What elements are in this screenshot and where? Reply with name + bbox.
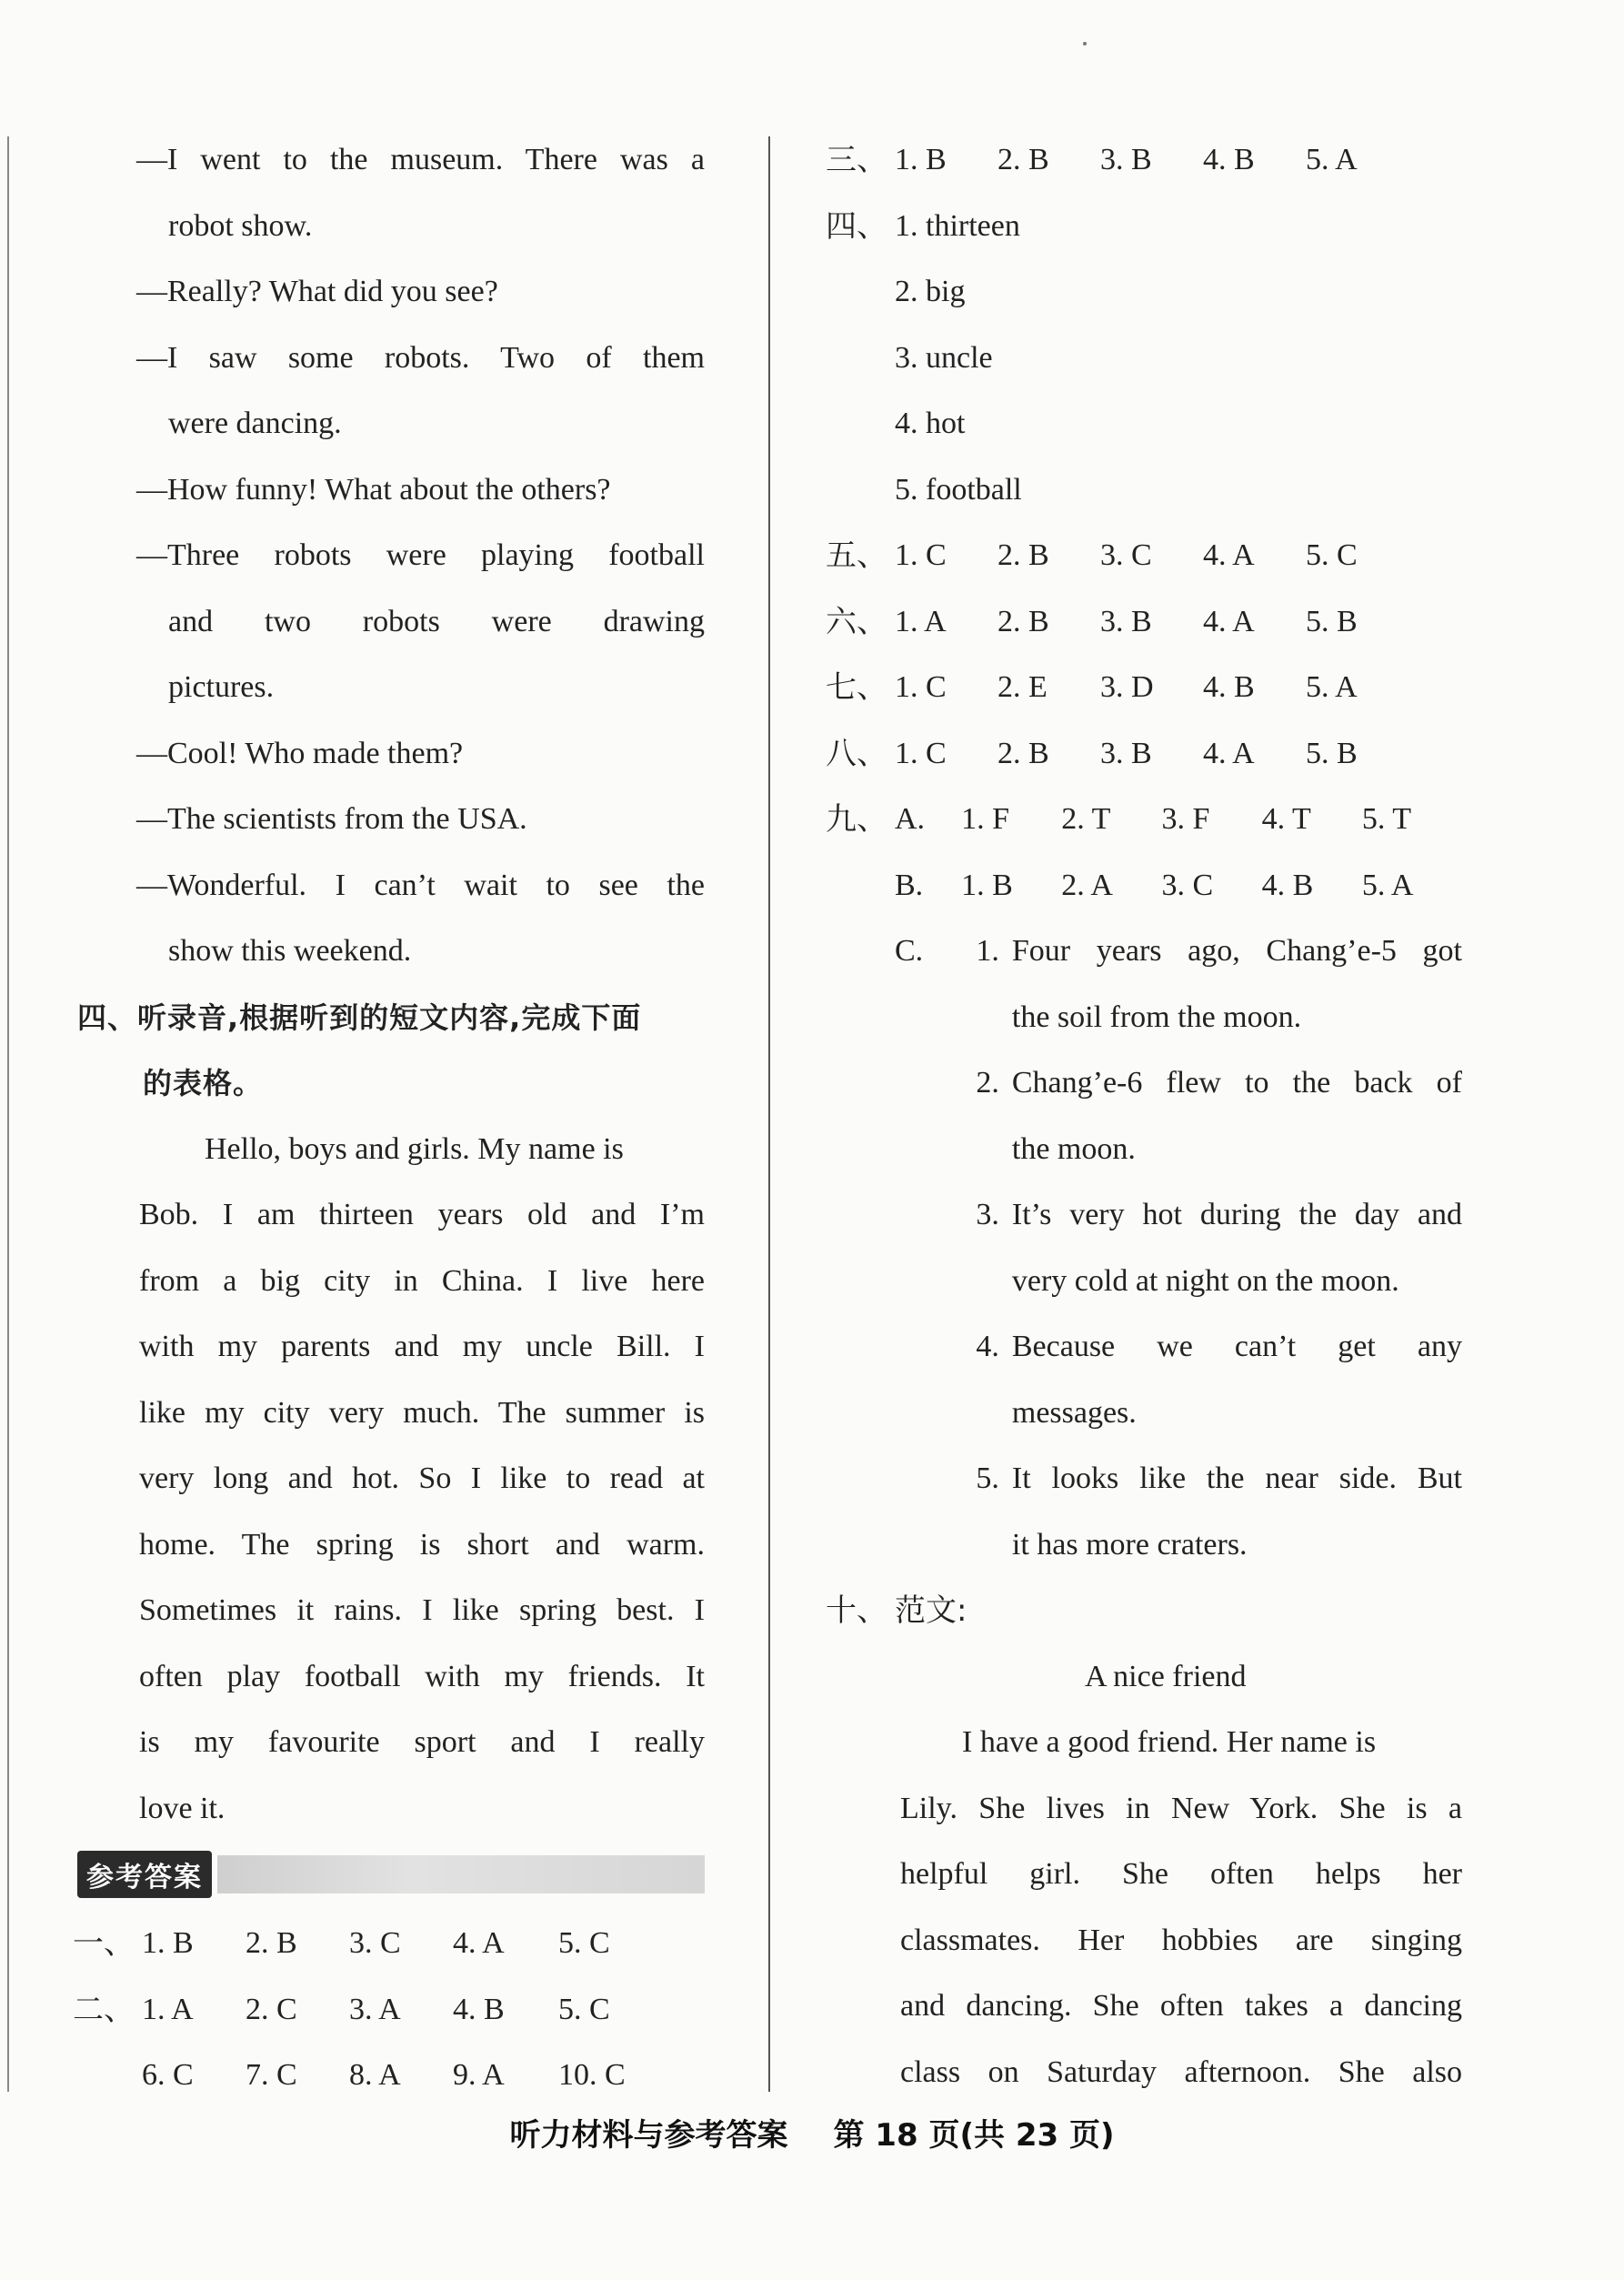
- answer-items: [895, 655, 1408, 721]
- answer-section-number: [826, 326, 895, 392]
- answer-c-item: [826, 1446, 1462, 1512]
- essay-title: A nice friend: [1085, 1659, 1247, 1693]
- answer-section-number: 十、: [826, 1592, 887, 1629]
- section-4-title-line1: 四、听录音,根据听到的短文内容,完成下面: [77, 999, 642, 1035]
- answer-item: 4. A: [1203, 604, 1255, 638]
- answer-row: [826, 655, 1462, 721]
- sub-label-c: [895, 985, 948, 1051]
- answer-item: 4. B: [1261, 868, 1314, 902]
- answer-item: 6. C: [142, 2058, 194, 2092]
- answer-items: [142, 2043, 662, 2109]
- c-item-number: 1.: [976, 934, 999, 968]
- passage-line: home. The spring is short and warm.: [139, 1527, 705, 1562]
- c-item-text: Chang’e-6 flew to the back of: [1011, 1066, 1462, 1100]
- c-item-text: messages.: [1011, 1395, 1137, 1430]
- passage-line: often play football with my friends. It: [139, 1659, 705, 1693]
- passage-line: is my favourite sport and I really: [139, 1725, 705, 1759]
- answer-item: 5. T: [1361, 802, 1411, 836]
- answer-item: 1. C: [895, 538, 947, 572]
- c-item-number: [948, 1381, 1011, 1447]
- passage-line: Bob. I am thirteen years old and I’m: [139, 1198, 705, 1231]
- dialogue-line-cont: robot show.: [168, 208, 313, 243]
- answer-c-item-cont: [826, 1512, 1462, 1579]
- dialogue-line-cont: show this weekend.: [168, 934, 412, 968]
- answer-section-number: [826, 1050, 895, 1117]
- essay-line: class on Saturday afternoon. She also: [900, 2054, 1462, 2089]
- c-item-text: the moon.: [1011, 1131, 1136, 1166]
- answer-row: [826, 589, 1462, 656]
- answer-header-bar: [217, 1855, 705, 1893]
- answer-item: 1. C: [895, 670, 947, 704]
- answer-row-4-item: [826, 194, 1462, 260]
- answer-item: 1. B: [895, 143, 947, 176]
- answer-item: 5. B: [1306, 736, 1358, 770]
- answer-item: 3. B: [1100, 736, 1152, 770]
- sample-essay-label: 范文:: [895, 1592, 967, 1629]
- sub-label-c: [895, 1314, 948, 1381]
- answer-item: 4. A: [1203, 538, 1255, 572]
- dialogue-line: —Cool! Who made them?: [136, 736, 464, 770]
- answer-header: [77, 1847, 705, 1902]
- c-item-number: [948, 985, 1011, 1051]
- sub-label-c: [895, 1381, 948, 1447]
- answer-c-item: [826, 1182, 1462, 1249]
- answer-item: 3. B: [1100, 604, 1152, 638]
- answer-item: 2. C: [246, 1992, 297, 2026]
- answer-row-4-item: [826, 457, 1462, 524]
- answer-item: 2. B: [246, 1926, 297, 1960]
- sub-label-c: [895, 1182, 948, 1249]
- answer-item: 5. A: [1306, 143, 1358, 176]
- answer-section-number: [826, 259, 895, 326]
- answer-item: 8. A: [349, 2058, 401, 2092]
- sub-label-c: [895, 1446, 948, 1512]
- answer-items: [895, 721, 1408, 788]
- answer-item: 2. T: [1061, 802, 1111, 836]
- answer-items: [142, 1911, 662, 1977]
- answer-section-number: [826, 985, 895, 1051]
- answer-row-4-item: [826, 391, 1462, 457]
- sub-label-a: A.: [895, 802, 926, 836]
- answer-item: 9. A: [453, 2058, 505, 2092]
- passage-line: Sometimes it rains. I like spring best. I: [139, 1593, 705, 1627]
- c-item-number: [948, 1512, 1011, 1579]
- answer-c-item-cont: [826, 1117, 1462, 1183]
- answer-item: 3. uncle: [895, 340, 993, 375]
- answer-item: 1. A: [142, 1992, 194, 2026]
- answer-c-item-cont: [826, 1249, 1462, 1315]
- answer-item: 4. hot: [895, 407, 966, 440]
- answer-section-number: 五、: [826, 537, 887, 574]
- answer-item: 4. B: [453, 1992, 505, 2026]
- answer-item: 7. C: [246, 2058, 297, 2092]
- c-item-text: it has more craters.: [1011, 1527, 1248, 1562]
- answer-item: 2. B: [997, 143, 1049, 176]
- answer-item: 5. B: [1306, 604, 1358, 638]
- answers-left: [73, 1911, 705, 2109]
- answer-item: 3. C: [1161, 868, 1214, 902]
- c-item-number: 3.: [976, 1198, 999, 1231]
- answer-item: 4. A: [453, 1926, 505, 1960]
- passage-line: Hello, boys and girls. My name is: [205, 1131, 624, 1166]
- dialogue-line: —The scientists from the USA.: [136, 802, 527, 836]
- essay-line: and dancing. She often takes a dancing: [900, 1989, 1462, 2023]
- dialogue-line: —I saw some robots. Two of them: [136, 340, 705, 375]
- answer-row-9b: [826, 853, 1462, 919]
- answer-items: [895, 523, 1408, 589]
- sub-label-c: [895, 1117, 948, 1183]
- answer-badge: 参考答案: [77, 1851, 212, 1898]
- c-item-number: 5.: [976, 1461, 999, 1495]
- dialogue-line-cont: pictures.: [168, 670, 275, 704]
- answer-section-number: 九、: [826, 801, 887, 838]
- answer-c-item: [826, 1050, 1462, 1117]
- page-footer: [0, 2110, 1624, 2154]
- answer-section-number: [826, 391, 895, 457]
- answer-item: 4. B: [1203, 143, 1255, 176]
- answer-section-number: [826, 1381, 895, 1447]
- answer-section-number: [826, 1249, 895, 1315]
- answer-section-number: 四、: [826, 207, 887, 245]
- answers-right: [826, 127, 1462, 2105]
- answer-c-item: [826, 919, 1462, 985]
- answer-section-number: 七、: [826, 669, 887, 706]
- answer-section-number: [826, 1117, 895, 1183]
- c-item-number: [948, 1117, 1011, 1183]
- section-4-title-cont: [77, 1050, 705, 1117]
- answer-item: 1. F: [961, 802, 1010, 836]
- dialogue-line: —How funny! What about the others?: [136, 472, 611, 507]
- passage-line: with my parents and my uncle Bill. I: [139, 1330, 705, 1363]
- essay-line: classmates. Her hobbies are singing: [900, 1923, 1462, 1957]
- section-4-title: [77, 985, 705, 1051]
- scan-dot: [1083, 42, 1087, 45]
- dialogue-line: —I went to the museum. There was a: [136, 143, 705, 176]
- sub-label-c: [895, 1249, 948, 1315]
- dialogue-block: [77, 127, 705, 985]
- answer-item: 4. B: [1203, 670, 1255, 704]
- dialogue-line: —Really? What did you see?: [136, 275, 498, 308]
- passage-line: like my city very much. The summer is: [139, 1395, 705, 1430]
- answer-item: 5. A: [1361, 868, 1414, 902]
- answer-section-number: [826, 919, 895, 985]
- answer-item: 1. C: [895, 736, 947, 770]
- answer-section-number: 三、: [826, 142, 887, 178]
- answer-item: 5. A: [1306, 670, 1358, 704]
- answer-item: 2. big: [895, 275, 966, 308]
- answer-items: [142, 1977, 662, 2044]
- answer-item: 3. C: [349, 1926, 401, 1960]
- passage-line: very long and hot. So I like to read at: [139, 1461, 705, 1495]
- answer-section-number: [826, 1182, 895, 1249]
- answer-item: 3. D: [1100, 670, 1154, 704]
- sub-label-c: [895, 1050, 948, 1117]
- left-margin-line: [7, 136, 9, 2092]
- c-item-number: [948, 1249, 1011, 1315]
- answer-items: [895, 127, 1408, 194]
- answer-item: 4. T: [1261, 802, 1311, 836]
- answer-item: 5. C: [558, 1926, 610, 1960]
- c-item-text: It’s very hot during the day and: [1011, 1198, 1462, 1231]
- answer-row: [73, 1977, 705, 2044]
- essay-line: I have a good friend. Her name is: [962, 1725, 1377, 1759]
- listening-passage: [77, 1117, 705, 1843]
- answer-section-number: 六、: [826, 603, 887, 640]
- essay-line: helpful girl. She often helps her: [900, 1857, 1462, 1891]
- answer-section-number: 八、: [826, 735, 887, 772]
- answer-item: 2. A: [1061, 868, 1113, 902]
- answer-row: [73, 1911, 705, 1977]
- left-column: [73, 127, 705, 2109]
- answer-items: [895, 589, 1408, 656]
- answer-item: 3. F: [1161, 802, 1210, 836]
- dialogue-line: —Three robots were playing football: [136, 538, 705, 572]
- answer-c-item: [826, 1314, 1462, 1381]
- page-number: 第 18 页(共 23 页): [833, 2117, 1115, 2154]
- answer-section-number: [826, 1446, 895, 1512]
- answer-c-item-cont: [826, 985, 1462, 1051]
- answer-item: 1. thirteen: [895, 208, 1020, 243]
- answer-item: 5. football: [895, 472, 1022, 507]
- answer-item: 1. A: [895, 604, 947, 638]
- answer-item: 2. B: [997, 736, 1049, 770]
- answer-item: 1. B: [142, 1926, 194, 1960]
- answer-item: 2. B: [997, 604, 1049, 638]
- answer-row-4-item: [826, 326, 1462, 392]
- sub-label-c: [895, 1512, 948, 1579]
- answer-item: 3. C: [1100, 538, 1152, 572]
- answer-section-number: [826, 1314, 895, 1381]
- c-item-text: Four years ago, Chang’e-5 got: [1011, 934, 1462, 968]
- answer-row: [73, 2043, 705, 2109]
- sub-label-b: B.: [895, 868, 924, 902]
- right-column: [826, 127, 1462, 2105]
- answer-item: 2. E: [997, 670, 1048, 704]
- answer-row-10: [826, 1578, 1462, 1644]
- dialogue-line-cont: were dancing.: [168, 407, 342, 440]
- answer-item: 4. A: [1203, 736, 1255, 770]
- answer-item: 5. C: [1306, 538, 1358, 572]
- answer-row-9a: [826, 787, 1462, 853]
- c-item-number: 2.: [976, 1066, 999, 1100]
- answer-item: 10. C: [558, 2058, 626, 2092]
- answer-row: [826, 721, 1462, 788]
- answer-item: 1. B: [961, 868, 1013, 902]
- answer-item: 3. B: [1100, 143, 1152, 176]
- answer-section-number: [73, 2043, 142, 2109]
- answer-c-item-cont: [826, 1381, 1462, 1447]
- c-item-number: 4.: [976, 1330, 999, 1363]
- answer-row-3: [826, 127, 1462, 194]
- dialogue-line-cont: and two robots were drawing: [168, 604, 705, 638]
- footer-title: 听力材料与参考答案: [509, 2117, 788, 2154]
- essay-line: Lily. She lives in New York. She is a: [900, 1791, 1462, 1825]
- c-item-text: the soil from the moon.: [1011, 999, 1302, 1034]
- passage-line: love it.: [139, 1791, 226, 1825]
- answer-section-number: [826, 457, 895, 524]
- section-4-title-line2: 的表格。: [143, 1066, 264, 1100]
- answer-row: [826, 523, 1462, 589]
- answer-row-4-item: [826, 259, 1462, 326]
- dialogue-line: —Wonderful. I can’t wait to see the: [136, 868, 705, 902]
- c-item-text: very cold at night on the moon.: [1011, 1263, 1399, 1298]
- column-divider: [768, 136, 770, 2092]
- passage-line: from a big city in China. I live here: [139, 1263, 705, 1298]
- answer-item: 3. A: [349, 1992, 401, 2026]
- answer-section-number: 二、: [73, 1991, 135, 2028]
- c-item-text: It looks like the near side. But: [1011, 1461, 1462, 1495]
- answer-section-number: [826, 1512, 895, 1579]
- answer-section-number: 一、: [73, 1925, 135, 1962]
- answer-section-number: [826, 853, 895, 919]
- answer-item: 2. B: [997, 538, 1049, 572]
- c-item-text: Because we can’t get any: [1011, 1330, 1462, 1363]
- sub-label-c: C.: [895, 934, 924, 968]
- answer-item: 5. C: [558, 1992, 610, 2026]
